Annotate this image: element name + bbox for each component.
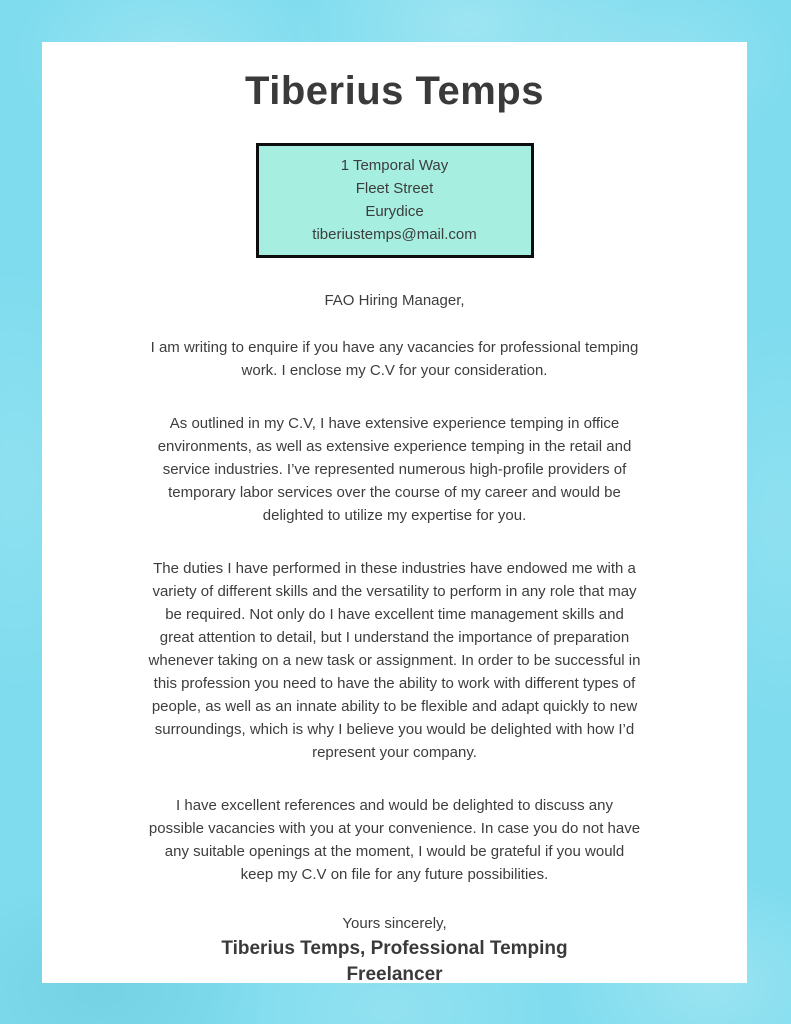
letter-title: Tiberius Temps (245, 69, 544, 113)
body-paragraph-4: I have excellent references and would be delighted to discuss any possible vacancies with you at your convenience. In case you do not have any suitable openings at the moment, I would be grateful if you would keep my C.V on file for any future possibilities. (148, 797, 641, 883)
address-line-area: Fleet Street (355, 180, 434, 197)
body-paragraph-3: The duties I have performed in these industries have endowed me with a variety of different skills and the versatility to perform in any role that may be required. Not only do I have excellent time management skills and great attention to detail, but I understand the importance of preparation whenever taking on a new task or assignment. In order to be successful in this profession you need to have the ability to work with different types of people, as well as an innate ability to be flexible and adapt quickly to new surroundings, which is why I believe you would be delighted with how I’d represent your company. (148, 560, 641, 761)
address-line-email: tiberiustemps@mail.com (312, 226, 477, 243)
signature-line: Tiberius Temps, Professional Temping Freelancer (221, 938, 568, 985)
body-paragraph-1: I am writing to enquire if you have any vacancies for professional temping work. I enclose my C.V for your consideration. (150, 339, 639, 379)
address-line-street: 1 Temporal Way (340, 157, 449, 174)
address-line-city: Eurydice (365, 203, 424, 220)
letter-page (42, 42, 747, 983)
body-paragraph-2: As outlined in my C.V, I have extensive experience temping in office environments, as well as extensive experience temping in the retail and service industries. I’ve represented numerous high-profile providers of temporary labor services over the course of my career and would be delighted to utilize my expertise for you. (157, 415, 632, 524)
address-box (256, 143, 534, 258)
greeting-line: FAO Hiring Manager, (324, 292, 465, 309)
closing-line: Yours sincerely, (342, 915, 447, 932)
